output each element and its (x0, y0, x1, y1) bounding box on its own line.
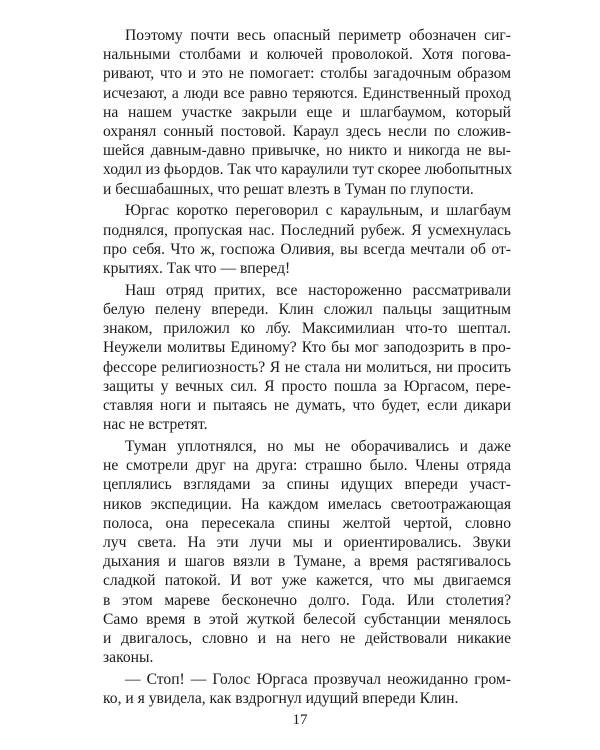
text-line: ривают, что и это не помогает: столбы загадочным образом (103, 65, 511, 83)
text-line: белую пелену впереди. Клин сложил пальцы защитным (103, 301, 511, 318)
text-line: крытиях. Так что — вперед! (103, 260, 291, 277)
text-line: ходил из фьордов. Так что караулили тут скорее любопытных (103, 161, 513, 179)
text-line: дыхания и шагов вязли в Тумане, а время растягивалось (103, 553, 511, 571)
text-line: законы. (103, 649, 154, 667)
text-line: и двигалось, словно и на него не действовали никакие (103, 630, 511, 647)
text-line: фессоре религиозность? Я не стала ни молиться, ни просить (103, 358, 511, 376)
text-line: про себя. Что ж, госпожа Оливия, вы всегда мечтали об от- (103, 240, 511, 258)
text-line: шейся давным-давно привычке, но никто и никогда не вы- (103, 142, 511, 160)
text-line: Туман уплотнялся, но мы не оборачивались и даже (125, 438, 511, 455)
text-line: Само время в этой жуткой белесой субстанции менялось (103, 610, 511, 628)
text-line: охранял сонный постовой. Караул здесь несли по сложив- (103, 123, 511, 140)
text-line: — Стоп! — Голос Юргаса прозвучал неожиданно гром- (125, 671, 511, 688)
text-line: ников экспедиции. На каждом имелась светоотражающая (103, 495, 511, 513)
text-line: знаком, приложил ко лбу. Максимилиан что-то шептал. (103, 320, 511, 338)
text-line: исчезают, а люди все равно теряются. Единственный проход (103, 84, 511, 102)
text-line: не смотрели друг на друга: страшно было. Члены отряда (103, 457, 511, 475)
page-number: 17 (292, 712, 308, 728)
text-line: на нашем участке закрыли еще и шлагбаумом, который (103, 103, 511, 121)
text-line: нальными столбами и колючей проволокой. Хотя погова- (103, 46, 511, 64)
text-line: полоса, она пересекала спины желтой чертой, словно (103, 514, 511, 532)
text-line: в этом мареве бесконечно долго. Года. Или столетия? (103, 591, 511, 609)
text-line: луч света. На эти лучи мы и ориентировались. Звуки (103, 534, 511, 551)
text-line: цеплялись взглядами за спины идущих впереди участ- (103, 476, 511, 494)
text-line: поднялся, пропуская нас. Последний рубеж. Я усмехнулась (103, 221, 511, 239)
text-line: Юргас коротко переговорил с караульным, и шлагбаум (125, 202, 511, 220)
text-line: нас не встретят. (103, 416, 208, 434)
text-line: сладкой патокой. И вот уже кажется, что мы двигаемся (103, 572, 511, 590)
text-line: защиты у вечных сил. Я просто пошла за Юргасом, пере- (103, 377, 511, 395)
text-line: и бесшабашных, что решат влезть в Туман по глупости. (103, 180, 474, 198)
text-line: ко, и я увидела, как вздрогнул идущий впереди Клин. (103, 690, 459, 708)
text-line: Поэтому почти весь опасный периметр обозначен сиг- (125, 27, 511, 44)
text-line: Наш отряд притих, все настороженно рассматривали (125, 281, 511, 299)
text-line: Неужели молитвы Единому? Кто бы мог заподозрить в про- (103, 339, 511, 357)
text-line: ставляя ноги и пытаясь не думать, что будет, если дикари (103, 397, 511, 414)
